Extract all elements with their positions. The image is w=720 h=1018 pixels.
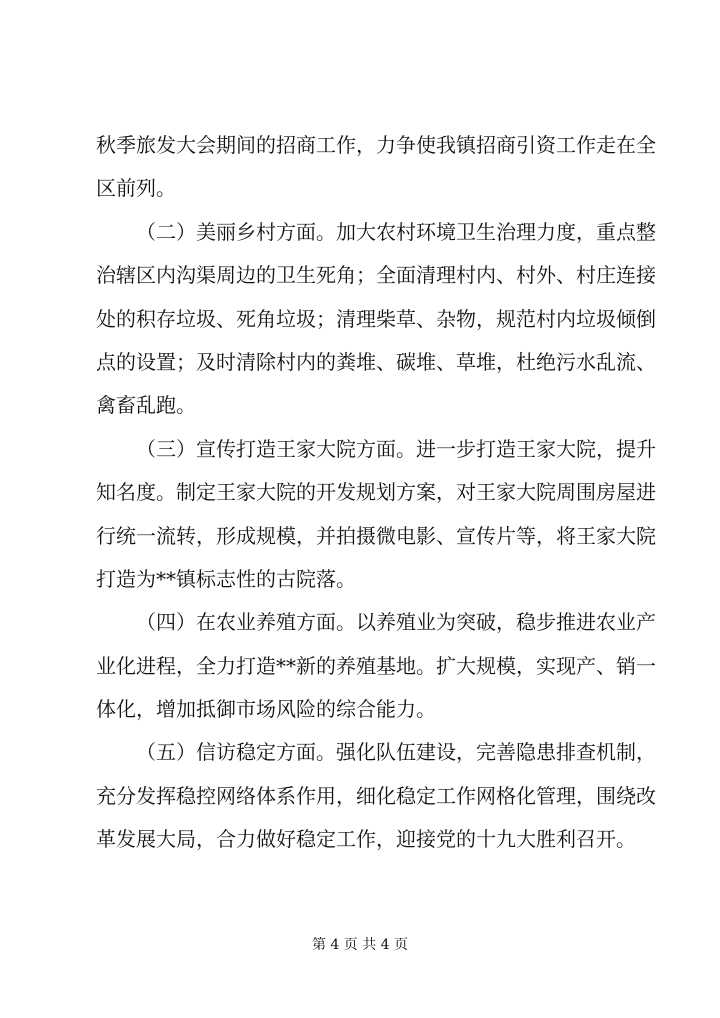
text-line: 治辖区内沟渠周边的卫生死角；全面清理村内、村外、村庄连接: [96, 263, 656, 288]
page-number-footer: 第 4 页 共 4 页: [311, 937, 409, 953]
document-body: [96, 124, 656, 862]
text-line: 秋季旅发大会期间的招商工作，力争使我镇招商引资工作走在全: [96, 133, 656, 157]
text-line: 充分发挥稳控网络体系作用，细化稳定工作网格化管理，围绕改: [96, 783, 656, 808]
text-line: （五）信访稳定方面。强化队伍建设，完善隐患排查机制，: [136, 740, 656, 765]
text-line: 处的积存垃圾、死角垃圾；清理柴草、杂物，规范村内垃圾倾倒: [96, 306, 656, 331]
text-line: 禽畜乱跑。: [96, 393, 196, 418]
text-line: 体化，增加抵御市场风险的综合能力。: [96, 697, 436, 722]
text-line: 知名度。制定王家大院的开发规划方案，对王家大院周围房屋进: [96, 480, 656, 505]
text-line: （三）宣传打造王家大院方面。进一步打造王家大院，提升: [136, 436, 656, 461]
text-line: 打造为**镇标志性的古院落。: [96, 566, 356, 591]
text-line: 行统一流转，形成规模，并拍摄微电影、宣传片等，将王家大院: [96, 523, 656, 548]
text-line: （二）美丽乡村方面。加大农村环境卫生治理力度，重点整: [136, 219, 656, 244]
text-line: 点的设置；及时清除村内的粪堆、碳堆、草堆，杜绝污水乱流、: [96, 349, 656, 374]
text-line: 革发展大局，合力做好稳定工作，迎接党的十九大胜利召开。: [96, 827, 636, 852]
text-line: 业化进程，全力打造**新的养殖基地。扩大规模，实现产、销一: [96, 653, 656, 678]
text-line: （四）在农业养殖方面。以养殖业为突破，稳步推进农业产: [136, 610, 656, 635]
text-line: 区前列。: [96, 176, 176, 201]
